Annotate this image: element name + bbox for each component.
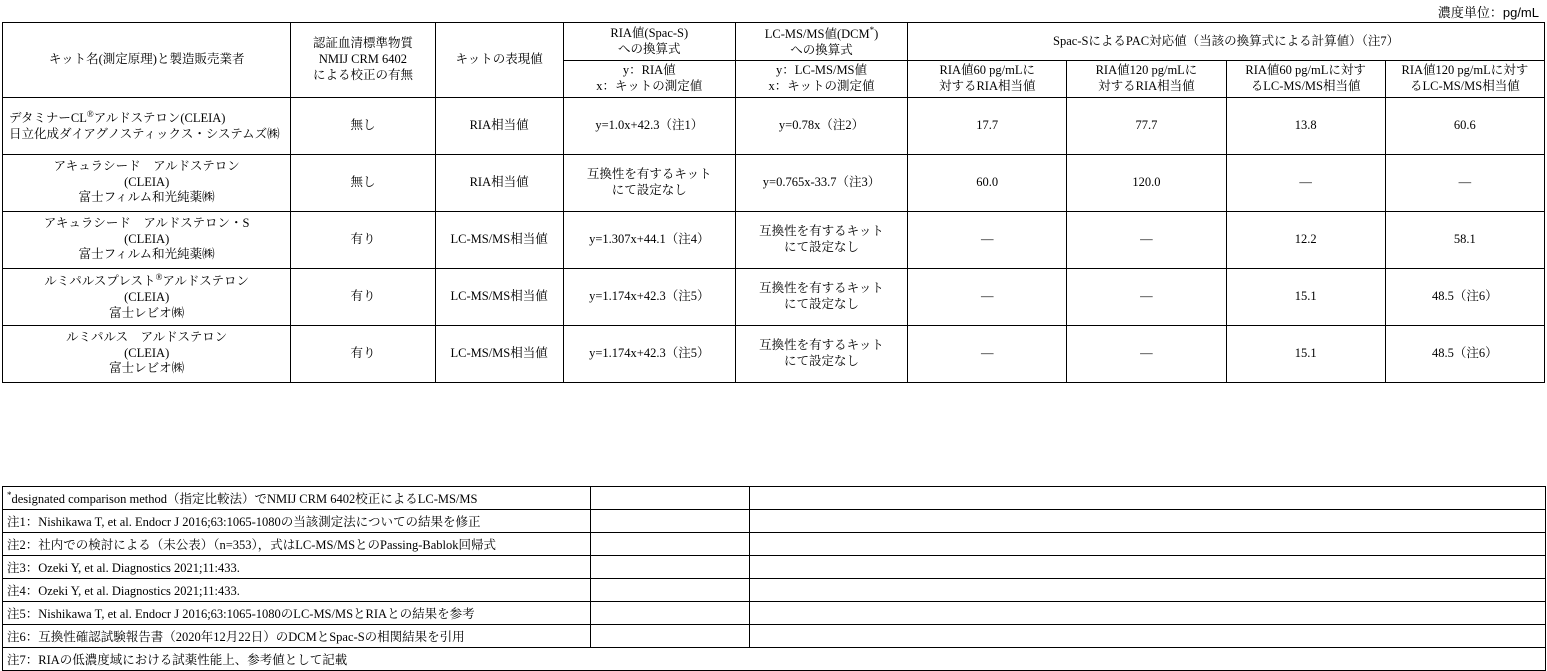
header-lcms-conversion <box>735 23 907 61</box>
cell-expression: RIA相当値 <box>435 154 563 211</box>
cell-kit-name <box>3 97 291 154</box>
table-header-row-1 <box>3 23 1545 61</box>
cell-kit-name <box>3 268 291 325</box>
kit-name-line1: アキュラシード アルドステロン <box>53 159 240 174</box>
table-row <box>3 211 1545 268</box>
cell-pac-1: — <box>908 268 1067 325</box>
cell-lcms-conversion <box>735 325 907 382</box>
footnote-spacer-cell <box>750 579 1546 602</box>
footnote-row <box>3 625 1546 648</box>
cell-lcms-conversion <box>735 268 907 325</box>
footnote-spacer-cell <box>591 510 750 533</box>
cell-ria-conversion: y=1.0x+42.3（注1） <box>563 97 735 154</box>
kit-name-line1: ルミパルス アルドステロン <box>66 330 228 345</box>
header-ria-conversion-sub-line2: x：キットの測定値 <box>596 79 703 94</box>
footnote-spacer-cell <box>750 602 1546 625</box>
cell-kit-name <box>3 211 291 268</box>
footnote-text: 注2：社内での検討による（未公表）（n=353），式はLC-MS/MSとのPassing-Bablok回帰式 <box>3 533 591 556</box>
header-lcms-conversion-line1: LC-MS/MS値(DCM <box>764 27 870 42</box>
header-calibration <box>291 23 435 98</box>
kit-name-line2: (CLEIA) <box>124 345 170 360</box>
cell-pac-4: 48.5（注6） <box>1385 268 1544 325</box>
cell-calibration: 無し <box>291 97 435 154</box>
kit-name-line3: 富士フィルム和光純薬㈱ <box>78 190 215 205</box>
footnote-spacer-cell <box>750 533 1546 556</box>
header-lcms-conversion-line1-end: ) <box>874 27 879 42</box>
cell-lcms-conversion: y=0.78x（注2） <box>735 97 907 154</box>
cell-lcms-conversion <box>735 211 907 268</box>
kit-comparison-table <box>2 22 1545 383</box>
cell-pac-4: 58.1 <box>1385 211 1544 268</box>
header-kit-name: キット名(測定原理)と製造販売業者 <box>3 23 291 98</box>
cell-ria-conversion: y=1.174x+42.3（注5） <box>563 268 735 325</box>
concentration-unit-label: 濃度単位：pg/mL <box>1437 5 1539 20</box>
header-ria-conversion-line2: への換算式 <box>618 41 681 56</box>
footnotes-table <box>2 486 1546 671</box>
header-lcms-conversion-sub <box>735 61 907 97</box>
footnote-spacer-cell <box>591 533 750 556</box>
cell-kit-name <box>3 325 291 382</box>
cell-lcms-conversion-line2: にて設定なし <box>784 239 860 254</box>
kit-name-line1: アキュラシード アルドステロン・S <box>43 216 250 231</box>
header-pac-col3-line2: るLC-MS/MS相当値 <box>1250 79 1361 94</box>
cell-pac-1: — <box>908 325 1067 382</box>
header-calibration-line3: による校正の有無 <box>312 67 413 82</box>
kit-name-line2: (CLEIA) <box>124 231 170 246</box>
footnote-text: 注3：Ozeki Y, et al. Diagnostics 2021;11:433. <box>3 556 591 579</box>
cell-lcms-conversion-line2: にて設定なし <box>784 353 860 368</box>
footnote-row <box>3 579 1546 602</box>
footnote-text <box>3 487 591 510</box>
cell-expression: RIA相当値 <box>435 97 563 154</box>
kit-name-line2: (CLEIA) <box>124 174 170 189</box>
kit-name-line2: (CLEIA) <box>124 289 170 304</box>
table-row <box>3 97 1545 154</box>
cell-lcms-conversion-line1: 互換性を有するキット <box>759 224 884 239</box>
header-pac-col2 <box>1067 61 1226 97</box>
cell-expression: LC-MS/MS相当値 <box>435 325 563 382</box>
header-ria-conversion-line1: RIA値(Spac-S) <box>610 26 689 41</box>
cell-pac-1: — <box>908 211 1067 268</box>
asterisk-icon: * <box>7 489 12 500</box>
footnote-spacer-cell <box>591 602 750 625</box>
header-lcms-conversion-line2: への換算式 <box>790 42 853 57</box>
cell-kit-name <box>3 154 291 211</box>
cell-pac-1: 17.7 <box>908 97 1067 154</box>
header-pac-col4 <box>1385 61 1544 97</box>
kit-name-line1-end: アルドステロン(CLEIA) <box>93 111 226 126</box>
header-pac-col4-line1: RIA値120 pg/mLに対す <box>1401 63 1529 78</box>
header-pac-col1 <box>908 61 1067 97</box>
cell-calibration: 無し <box>291 154 435 211</box>
kit-name-line1: デタミナーCL <box>9 111 87 126</box>
header-pac-col4-line2: るLC-MS/MS相当値 <box>1409 79 1520 94</box>
footnote-text: 注5：Nishikawa T, et al. Endocr J 2016;63:1065-1080のLC-MS/MSとRIAとの結果を参考 <box>3 602 591 625</box>
header-pac-col2-line1: RIA値120 pg/mLに <box>1095 63 1198 78</box>
header-expression-value: キットの表現値 <box>435 23 563 98</box>
header-pac-col1-line1: RIA値60 pg/mLに <box>939 63 1035 78</box>
header-pac-col3 <box>1226 61 1385 97</box>
footnote-row <box>3 487 1546 510</box>
cell-pac-3: — <box>1226 154 1385 211</box>
cell-pac-3: 15.1 <box>1226 268 1385 325</box>
header-pac-col1-line2: 対するRIA相当値 <box>938 79 1036 94</box>
cell-pac-1: 60.0 <box>908 154 1067 211</box>
kit-name-line3: 富士フィルム和光純薬㈱ <box>78 247 215 262</box>
cell-ria-conversion: y=1.307x+44.1（注4） <box>563 211 735 268</box>
kit-name-line3: 富士レビオ㈱ <box>109 361 185 376</box>
footnote-row <box>3 556 1546 579</box>
cell-pac-2: — <box>1067 211 1226 268</box>
cell-pac-4: 60.6 <box>1385 97 1544 154</box>
footnote-spacer-cell <box>750 625 1546 648</box>
footnote-spacer-cell <box>591 625 750 648</box>
header-calibration-line1: 認証血清標準物質 <box>312 36 413 51</box>
header-ria-conversion <box>563 23 735 61</box>
cell-expression: LC-MS/MS相当値 <box>435 211 563 268</box>
cell-pac-2: — <box>1067 268 1226 325</box>
cell-calibration: 有り <box>291 325 435 382</box>
cell-pac-3: 15.1 <box>1226 325 1385 382</box>
footnote-spacer-cell <box>750 487 1546 510</box>
footnote-text: 注6：互換性確認試験報告書（2020年12月22日）のDCMとSpac-Sの相関結果を引用 <box>3 625 591 648</box>
cell-calibration: 有り <box>291 268 435 325</box>
header-pac-col3-line1: RIA値60 pg/mLに対す <box>1245 63 1366 78</box>
header-lcms-conversion-sub-line1: y：LC-MS/MS値 <box>776 63 868 78</box>
cell-pac-2: — <box>1067 325 1226 382</box>
footnote-spacer-cell <box>591 579 750 602</box>
table-row <box>3 325 1545 382</box>
cell-expression: LC-MS/MS相当値 <box>435 268 563 325</box>
header-lcms-conversion-sub-line2: x：キットの測定値 <box>768 79 875 94</box>
footnote-body: designated comparison method（指定比較法）でNMIJ CRM 6402校正によるLC-MS/MS <box>11 492 478 506</box>
cell-ria-conversion-line2: にて設定なし <box>611 182 687 197</box>
cell-pac-4: — <box>1385 154 1544 211</box>
registered-mark-icon: ® <box>86 108 94 119</box>
footnote-row <box>3 648 1546 671</box>
cell-calibration: 有り <box>291 211 435 268</box>
table-row <box>3 154 1545 211</box>
footnote-text: 注7：RIAの低濃度域における試薬性能上、参考値として記載 <box>3 648 1546 671</box>
cell-pac-2: 120.0 <box>1067 154 1226 211</box>
footnote-spacer-cell <box>750 556 1546 579</box>
cell-lcms-conversion-line1: 互換性を有するキット <box>759 338 884 353</box>
cell-ria-conversion: y=1.174x+42.3（注5） <box>563 325 735 382</box>
cell-ria-conversion <box>563 154 735 211</box>
footnote-row <box>3 533 1546 556</box>
table-row <box>3 268 1545 325</box>
header-ria-conversion-sub <box>563 61 735 97</box>
footnote-text: 注4：Ozeki Y, et al. Diagnostics 2021;11:433. <box>3 579 591 602</box>
header-pac-col2-line2: 対するRIA相当値 <box>1098 79 1195 94</box>
cell-lcms-conversion: y=0.765x-33.7（注3） <box>735 154 907 211</box>
registered-mark-icon: ® <box>155 272 163 283</box>
footnote-row <box>3 510 1546 533</box>
footnote-row <box>3 602 1546 625</box>
footnote-spacer-cell <box>591 487 750 510</box>
cell-lcms-conversion-line2: にて設定なし <box>784 296 860 311</box>
footnote-text: 注1：Nishikawa T, et al. Endocr J 2016;63:1065-1080の当該測定法についての結果を修正 <box>3 510 591 533</box>
cell-ria-conversion-line1: 互換性を有するキット <box>586 167 712 182</box>
header-calibration-line2: NMIJ CRM 6402 <box>318 52 408 67</box>
kit-name-line2: 日立化成ダイアグノスティックス・システムズ㈱ <box>9 126 280 141</box>
header-ria-conversion-sub-line1: y：RIA値 <box>622 63 676 78</box>
footnote-spacer-cell <box>750 510 1546 533</box>
header-pac-group: Spac-SによるPAC対応値（当該の換算式による計算値）（注7） <box>908 23 1545 61</box>
cell-pac-2: 77.7 <box>1067 97 1226 154</box>
cell-pac-3: 13.8 <box>1226 97 1385 154</box>
cell-pac-3: 12.2 <box>1226 211 1385 268</box>
cell-lcms-conversion-line1: 互換性を有するキット <box>759 281 884 296</box>
kit-name-line1-end: アルドステロン <box>162 274 250 289</box>
footnote-spacer-cell <box>591 556 750 579</box>
kit-name-line1: ルミパルスプレスト <box>44 274 156 289</box>
asterisk-marker: * <box>869 25 875 35</box>
kit-name-line3: 富士レビオ㈱ <box>109 305 185 320</box>
cell-pac-4: 48.5（注6） <box>1385 325 1544 382</box>
